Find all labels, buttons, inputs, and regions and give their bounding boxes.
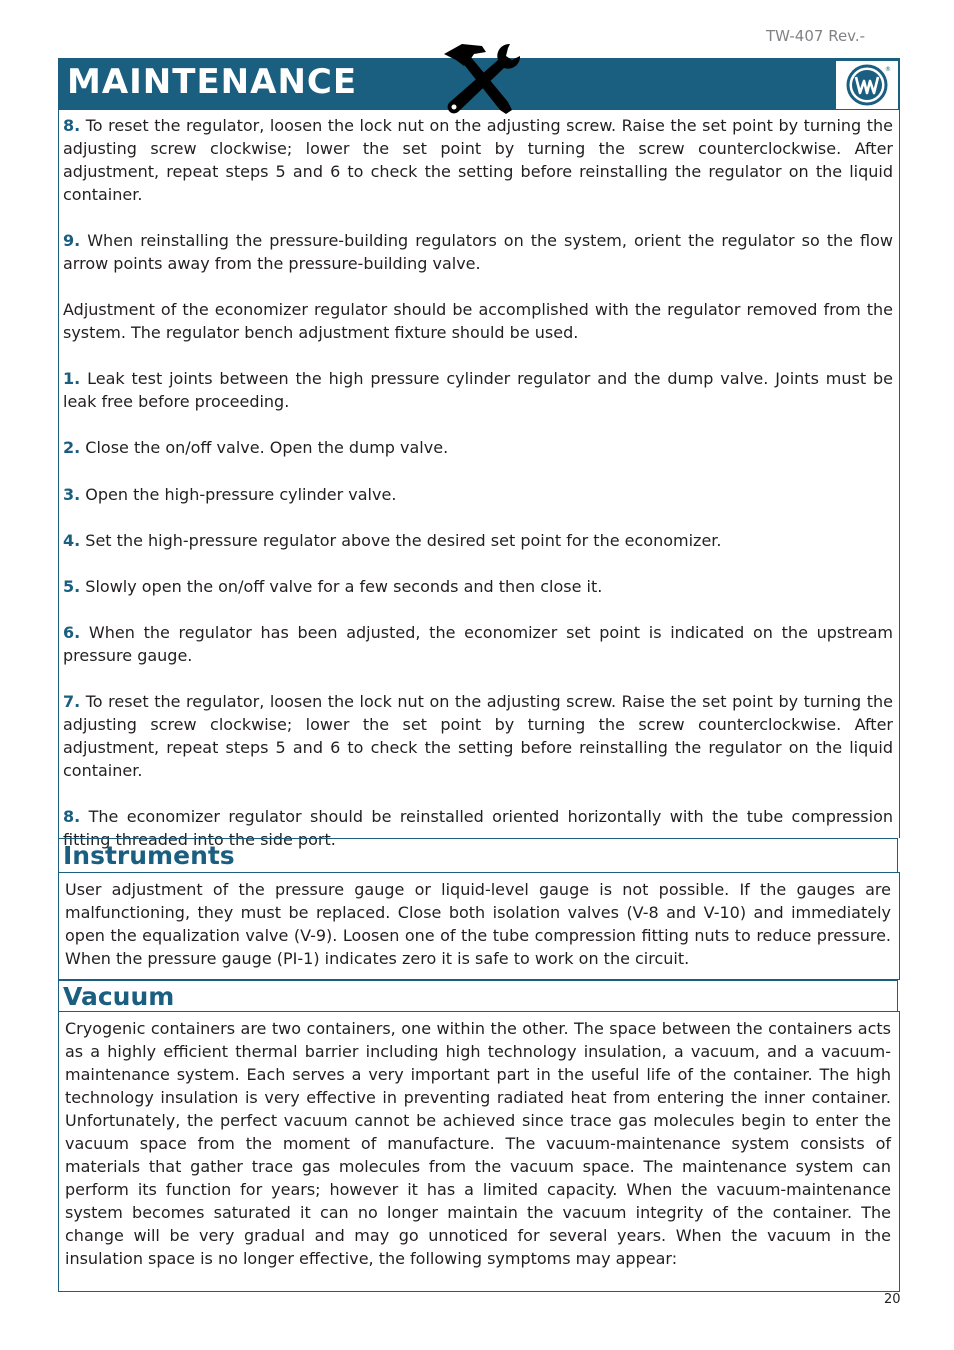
- company-logo: [836, 61, 898, 109]
- paragraph-step-8-reset: 8. To reset the regulator, loosen the lock nut on the adjusting screw. Raise the set point by turning the adjusting screw clockwise; lower the set point by turning the screw counterclockwise. After adjustment, repeat steps 5 and 6 to check the setting before reinstalling the regulator on the liquid container.: [63, 116, 893, 204]
- economizer-step-2: 2. Close the on/off valve. Open the dump valve.: [63, 438, 449, 457]
- instruments-body: User adjustment of the pressure gauge or liquid-level gauge is not possible. If the gauges are malfunctioning, they must be replaced. Close both isolation valves (V-8 and V-10) and immediately open the equalization valve (V-9). Loosen one of the tube compression fitting nuts to reduce pressure. When the pressure gauge (PI-1) indicates zero it is safe to work on the circuit.: [58, 872, 900, 980]
- economizer-step-4: 4. Set the high-pressure regulator above the desired set point for the economizer.: [63, 531, 722, 550]
- instruments-heading: [58, 838, 898, 872]
- hammer-wrench-icon: [436, 40, 524, 118]
- economizer-step-5: 5. Slowly open the on/off valve for a few seconds and then close it.: [63, 577, 603, 596]
- economizer-step-1: 1. Leak test joints between the high pressure cylinder regulator and the dump valve. Joints must be leak free before proceeding.: [63, 369, 893, 411]
- page-number: 20: [884, 1292, 901, 1307]
- economizer-step-8: 8. The economizer regulator should be reinstalled oriented horizontally with the tube compression fitting threaded into the side port.: [63, 807, 893, 849]
- economizer-step-7: 7. To reset the regulator, loosen the lock nut on the adjusting screw. Raise the set point by turning the adjusting screw clockwise; lower the set point by turning the screw counterclockwise. After adjustment, repeat steps 5 and 6 to check the setting before reinstalling the regulator on the liquid container.: [63, 692, 893, 780]
- vacuum-title: Vacuum: [63, 982, 175, 1011]
- document-code: TW-407 Rev.-: [766, 27, 866, 45]
- maintenance-content: [63, 114, 893, 874]
- page-title: MAINTENANCE: [67, 62, 358, 102]
- economizer-step-3: 3. Open the high-pressure cylinder valve.: [63, 485, 397, 504]
- paragraph-economizer-intro: Adjustment of the economizer regulator should be accomplished with the regulator removed from the system. The regulator bench adjustment fixture should be used.: [63, 300, 893, 342]
- instruments-title: Instruments: [63, 841, 235, 870]
- vacuum-heading: [58, 980, 898, 1011]
- vacuum-body: Cryogenic containers are two containers, one within the other. The space between the containers acts as a highly efficient thermal barrier including high technology insulation, a vacuum, and a vacuum-maintenance system. Each serves a very important part in the useful life of the container. The high technology insulation is very effective in preventing radiated heat from entering the inner container. Unfortunately, the perfect vacuum cannot be achieved since trace gas molecules begin to enter the vacuum space from the moment of manufacture. The vacuum-maintenance system consists of materials that gather trace gas molecules from the vacuum space. The maintenance system can perform its function for years; however it has a limited capacity. When the vacuum-maintenance system becomes saturated it can no longer maintain the vacuum integrity of the container. The change will be very gradual and may go unnoticed for several years. When the vacuum in the insulation space is no longer effective, the following symptoms may appear:: [58, 1011, 900, 1292]
- economizer-step-6: 6. When the regulator has been adjusted, the economizer set point is indicated on the upstream pressure gauge.: [63, 623, 893, 665]
- svg-text:®: ®: [885, 66, 891, 73]
- paragraph-step-9-reinstall: 9. When reinstalling the pressure-building regulators on the system, orient the regulator so the flow arrow points away from the pressure-building valve.: [63, 231, 893, 273]
